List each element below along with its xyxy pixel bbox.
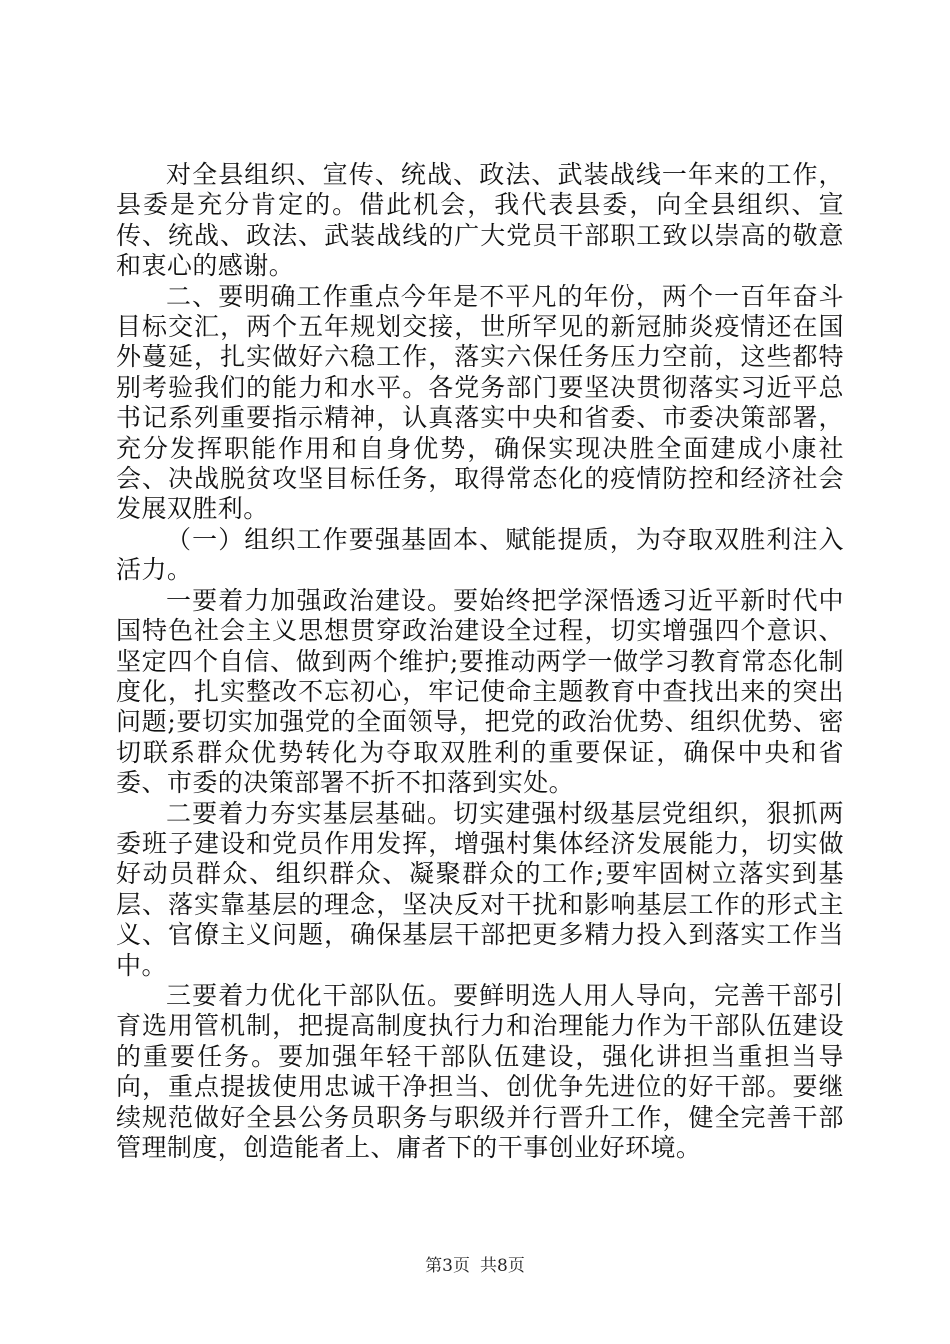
paragraph: （一）组织工作要强基固本、赋能提质，为夺取双胜利注入活力。: [116, 524, 844, 585]
paragraph: 二要着力夯实基层基础。切实建强村级基层党组织，狠抓两委班子建设和党员作用发挥，增强村集体经济发展能力，切实做好动员群众、组织群众、凝聚群众的工作;要牢固树立落实到基层、落实靠基层的理念，坚决反对干扰和影响基层工作的形式主义、官僚主义问题，确保基层干部把更多精力投入到落实工作当中。: [116, 798, 844, 980]
paragraph: 二、要明确工作重点今年是不平凡的年份，两个一百年奋斗目标交汇，两个五年规划交接，世所罕见的新冠肺炎疫情还在国外蔓延，扎实做好六稳工作，落实六保任务压力空前，这些都特别考验我们的能力和水平。各党务部门要坚决贯彻落实习近平总书记系列重要指示精神，认真落实中央和省委、市委决策部署，充分发挥职能作用和自身优势，确保实现决胜全面建成小康社会、决战脱贫攻坚目标任务，取得常态化的疫情防控和经济社会发展双胜利。: [116, 281, 844, 524]
paragraph: 对全县组织、宣传、统战、政法、武装战线一年来的工作，县委是充分肯定的。借此机会，我代表县委，向全县组织、宣传、统战、政法、武装战线的广大党员干部职工致以崇高的敬意和衷心的感谢。: [116, 160, 844, 281]
paragraph: 一要着力加强政治建设。要始终把学深悟透习近平新时代中国特色社会主义思想贯穿政治建设全过程，切实增强四个意识、坚定四个自信、做到两个维护;要推动两学一做学习教育常态化制度化，扎实整改不忘初心，牢记使命主题教育中查找出来的突出问题;要切实加强党的全面领导，把党的政治优势、组织优势、密切联系群众优势转化为夺取双胜利的重要保证，确保中央和省委、市委的决策部署不折不扣落到实处。: [116, 585, 844, 798]
paragraph: 三要着力优化干部队伍。要鲜明选人用人导向，完善干部引育选用管机制，把提高制度执行力和治理能力作为干部队伍建设的重要任务。要加强年轻干部队伍建设，强化讲担当重担当导向，重点提拔使用忠诚干净担当、创优争先进位的好干部。要继续规范做好全县公务员职务与职级并行晋升工作，健全完善干部管理制度，创造能者上、庸者下的干事创业好环境。: [116, 980, 844, 1162]
document-body: [116, 160, 844, 1163]
page-footer: [0, 1256, 950, 1276]
page-total: 共8页: [480, 1256, 525, 1276]
page-number: 第3页: [425, 1256, 470, 1276]
